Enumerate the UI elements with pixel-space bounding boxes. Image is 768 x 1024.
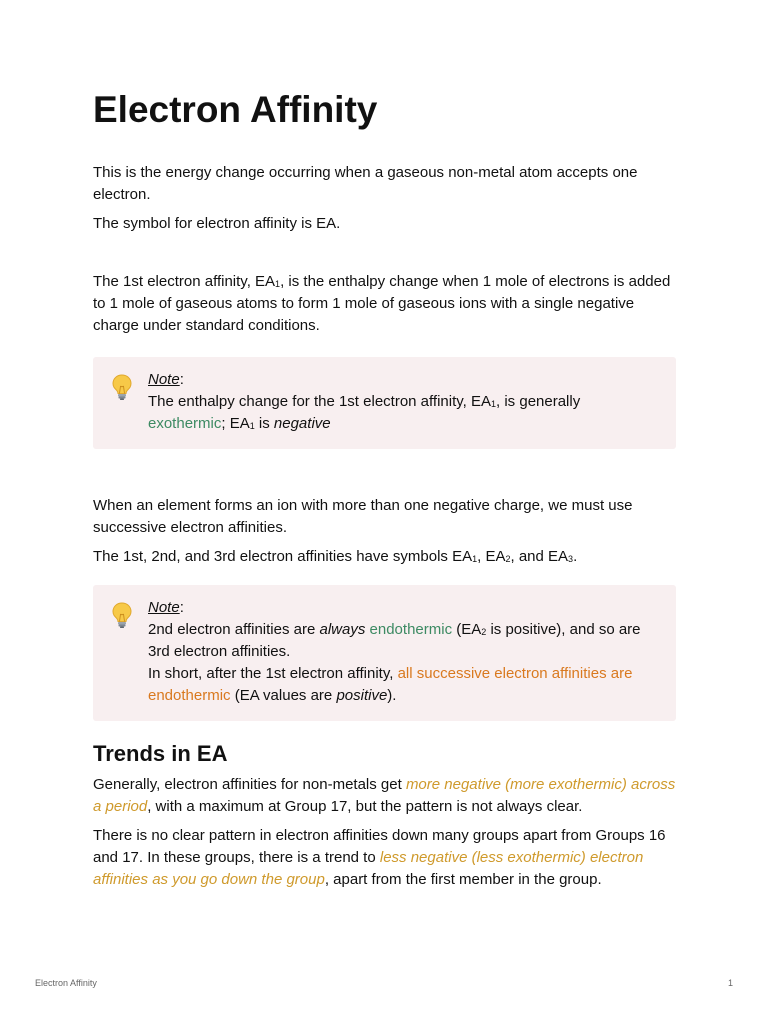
note-text-part: , is generally (496, 393, 581, 410)
subscript: 1 (472, 554, 478, 564)
symbol-paragraph: The symbol for electron affinity is EA. (93, 215, 341, 232)
note-text-part: (EA (452, 621, 482, 638)
note-text-part: In short, after the 1st electron affinity, (148, 665, 398, 682)
subscript: 3 (568, 554, 574, 564)
note-box (93, 357, 676, 449)
note-label-line (148, 369, 658, 391)
symbols-text: , and EA (510, 548, 569, 565)
page-number: 1 (727, 978, 733, 988)
note-text-part: The enthalpy change for the 1st electron affinity, EA (148, 393, 491, 410)
successive-paragraph: When an element forms an ion with more than one negative charge, we must use successive electron affinities. (93, 497, 633, 536)
negative-emphasis: negative (273, 415, 331, 432)
group-trend-highlight: less negative (less exothermic) electron affinities as you go down the group (93, 849, 644, 888)
note-label: Note (148, 371, 180, 388)
definition-text: , is the enthalpy change when 1 mole of electrons is added to 1 mole of gaseous atoms to form 1 mole of gaseous ions with a single negative charge under standard conditions. (93, 273, 671, 334)
section-heading: Trends in EA (93, 741, 228, 766)
note-text (148, 391, 658, 435)
symbols-text: The 1st, 2nd, and 3rd electron affinities have symbols EA (93, 548, 473, 565)
note-text-part: ). (387, 687, 397, 704)
note-text-part: 2nd electron affinities are (148, 621, 320, 638)
exothermic-highlight: exothermic (148, 415, 222, 432)
note-text (148, 619, 658, 663)
subscript: 1 (249, 421, 255, 431)
note-text-part: is positive), and so are 3rd electron affinities. (148, 621, 641, 660)
trends-text: , with a maximum at Group 17, but the pattern is not always clear. (147, 798, 583, 815)
note-text-part: (EA values are (230, 687, 337, 704)
trends-text: Generally, electron affinities for non-metals get (93, 776, 406, 793)
note-colon: : (179, 599, 184, 616)
subscript: 1 (275, 279, 281, 289)
period-trend-highlight: more negative (more exothermic) across a period (93, 776, 676, 815)
successive-highlight: all successive electron affinities are endothermic (148, 665, 633, 704)
note-label: Note (148, 599, 180, 616)
note-label-line (148, 597, 658, 619)
trends-text: There is no clear pattern in electron affinities down many groups apart from Groups 16 and 17. In these groups, there is a trend to (93, 827, 666, 866)
note-text (148, 663, 658, 707)
symbols-text: . (573, 548, 578, 565)
symbols-paragraph (93, 546, 676, 568)
note-text-part: ; EA (221, 415, 250, 432)
subscript: 1 (491, 399, 497, 409)
footer-title: Electron Affinity (35, 978, 97, 988)
trends-text: , apart from the first member in the group. (324, 871, 602, 888)
trends-paragraph (93, 825, 676, 891)
symbols-text: , EA (477, 548, 506, 565)
lightbulb-icon (110, 601, 134, 629)
intro-paragraph: This is the energy change occurring when a gaseous non-metal atom accepts one electron. (93, 164, 638, 203)
always-emphasis: always (319, 621, 366, 638)
definition-paragraph (93, 271, 676, 337)
note-colon: : (179, 371, 184, 388)
document-page (93, 88, 676, 891)
definition-text: The 1st electron affinity, EA (93, 273, 276, 290)
endothermic-highlight: endothermic (369, 621, 453, 638)
positive-emphasis: positive (336, 687, 388, 704)
note-text-part: is (254, 415, 274, 432)
subscript: 2 (505, 554, 511, 564)
subscript: 2 (481, 627, 487, 637)
trends-paragraph (93, 774, 676, 818)
note-box (93, 585, 676, 721)
page-title: Electron Affinity (93, 89, 378, 130)
lightbulb-icon (110, 373, 134, 401)
